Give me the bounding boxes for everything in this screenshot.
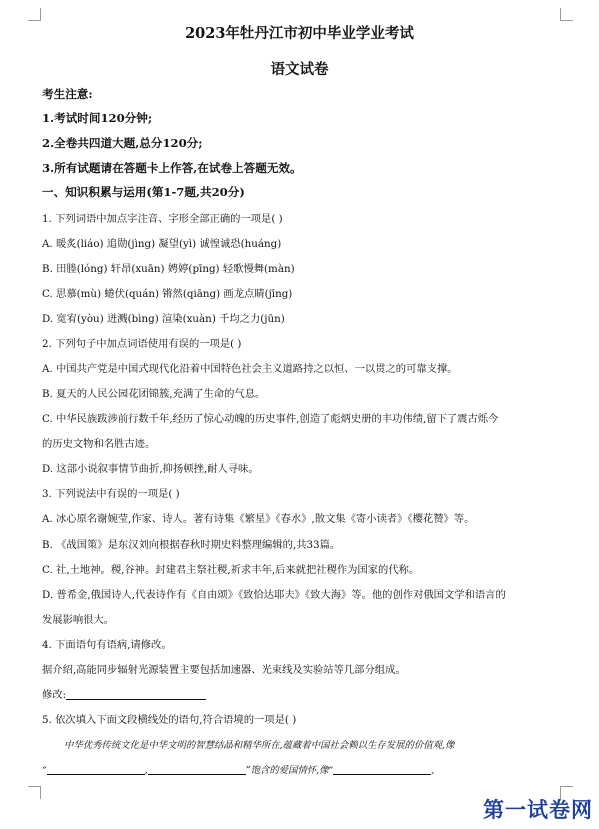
- q5-passage-line-1: 中华优秀传统文化是中华文明的智慧结晶和精华所在,蕴藏着中国社会赖以生存发展的价值观,像: [64, 740, 455, 751]
- exam-subject: 语文试卷: [270, 61, 329, 78]
- q4-fix-label: 修改:: [42, 689, 67, 701]
- q5-passage-line-2: “ , ”饱含的爱国情怀,像“ ,: [42, 765, 435, 776]
- q3-stem: 3. 下列说法中有误的一项是( ): [42, 488, 180, 500]
- q2-option-c: C. 中华民族跋涉前行数千年,经历了惊心动魄的历史事件,创造了彪炳史册的丰功伟绩,留下了震古烁今: [42, 413, 499, 425]
- q3-option-b: B. 《战国策》是东汉刘向根据春秋时期史料整理编辑的,共33篇。: [42, 539, 341, 551]
- q5-blank-1[interactable]: [47, 774, 145, 775]
- q4-sentence: 据介绍,高能同步辐射光源装置主要包括加速器、光束线及实验站等几部分组成。: [42, 664, 406, 676]
- q4-answer-blank[interactable]: [66, 699, 206, 700]
- q3-option-d-continued: 发展影响很大。: [42, 614, 115, 626]
- q2-option-c-continued: 的历史文物和名胜古迹。: [42, 438, 156, 450]
- q1-option-d: D. 宽宥(yòu) 迸溅(bìng) 渲染(xuàn) 千均之力(jūn): [42, 313, 285, 325]
- exam-title: 2023年牡丹江市初中毕业学业考试: [185, 25, 414, 42]
- section-heading: 一、知识积累与运用(第1-7题,共20分): [42, 185, 245, 199]
- q3-option-c: C. 社,土地神。稷,谷神。封建君主祭社稷,祈求丰年,后来就把社稷作为国家的代称。: [42, 564, 420, 576]
- crop-mark-bottom-left: [28, 786, 41, 799]
- site-logo: 第一试卷网: [483, 798, 593, 822]
- q2-option-a: A. 中国共产党是中国式现代化沿着中国特色社会主义道路持之以恒、一以贯之的可靠支撑。: [42, 363, 458, 375]
- q4-fix-line: [42, 686, 206, 701]
- q1-stem: 1. 下列词语中加点字注音、字形全部正确的一项是( ): [42, 213, 283, 225]
- q3-option-a: A. 冰心原名谢婉莹,作家、诗人。著有诗集《繁星》《春水》,散文集《寄小读者》《樱花赞》等。: [42, 513, 475, 525]
- notice-item-2: 2.全卷共四道大题,总分120分;: [42, 136, 203, 150]
- q3-option-d: D. 普希金,俄国诗人,代表诗作有《自由颂》《致恰达耶夫》《致大海》等。他的创作对俄国文学和语言的: [42, 589, 506, 601]
- q1-option-b: B. 田塍(lóng) 轩昂(xuān) 娉婷(pīng) 轻歌慢舞(màn): [42, 263, 295, 275]
- q1-option-a: A. 暖炙(liáo) 追勋(jìng) 凝望(yì) 诚惶诚恐(huáng): [42, 238, 282, 250]
- notice-item-3: 3.所有试题请在答题卡上作答,在试卷上答题无效。: [42, 161, 302, 175]
- q5-blank-2[interactable]: [148, 774, 246, 775]
- notice-heading: 考生注意:: [42, 87, 93, 101]
- q2-option-b: B. 夏天的人民公园花团锦簇,充满了生命的气息。: [42, 388, 266, 400]
- notice-item-1: 1.考试时间120分钟;: [42, 111, 153, 125]
- q2-stem: 2. 下列句子中加点词语使用有误的一项是( ): [42, 338, 242, 350]
- crop-mark-top-left: [28, 8, 41, 21]
- q2-option-d: D. 这部小说叙事情节曲折,抑扬顿挫,耐人寻味。: [42, 463, 259, 475]
- q1-option-c: C. 思慕(mù) 蜷伏(quán) 锵然(qiāng) 画龙点睛(jīng): [42, 288, 293, 300]
- q5-blank-3[interactable]: [333, 774, 431, 775]
- crop-mark-top-right: [560, 8, 573, 21]
- q5-stem: 5. 依次填入下面文段横线处的语句,符合语境的一项是( ): [42, 714, 297, 726]
- q4-stem: 4. 下面语句有语病,请修改。: [42, 639, 172, 651]
